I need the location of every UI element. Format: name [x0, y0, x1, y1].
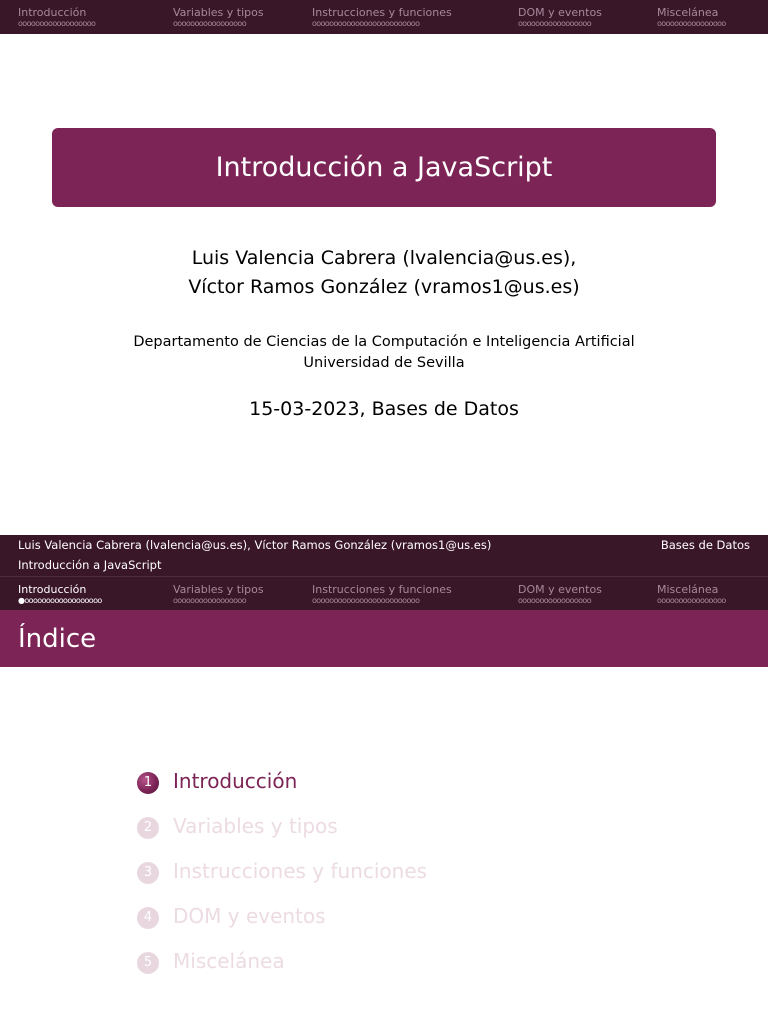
toc-number-badge: 1 — [137, 772, 159, 794]
table-of-contents — [137, 770, 637, 995]
toc-number-badge: 3 — [137, 862, 159, 884]
nav-dots-miscelanea[interactable]: oooooooooooooooo — [657, 19, 726, 28]
footline-course: Bases de Datos — [660, 538, 750, 552]
nav-dots-introduccion[interactable]: oooooooooooooooooo — [18, 19, 96, 28]
section-navbar — [0, 576, 768, 611]
nav-section-variables[interactable]: Variables y tipos — [173, 583, 264, 596]
nav-dots-instrucciones[interactable]: ooooooooooooooooooooooooo — [312, 596, 420, 605]
nav-sections — [0, 583, 768, 597]
author-line-2: Víctor Ramos González (vramos1@us.es) — [188, 276, 580, 298]
nav-dots-variables[interactable]: ooooooooooooooooo — [173, 19, 247, 28]
toc-item-label: Miscelánea — [173, 949, 285, 973]
toc-item-miscelanea[interactable] — [137, 950, 637, 995]
toc-item-label: Variables y tipos — [173, 814, 338, 838]
toc-number-badge: 5 — [137, 952, 159, 974]
nav-section-dom[interactable]: DOM y eventos — [518, 6, 602, 19]
author-line-1: Luis Valencia Cabrera (lvalencia@us.es), — [191, 247, 577, 269]
nav-section-miscelanea[interactable]: Miscelánea — [657, 6, 719, 19]
toc-item-introduccion[interactable] — [137, 770, 637, 815]
frame-title: Índice — [18, 624, 97, 654]
nav-section-dom[interactable]: DOM y eventos — [518, 583, 602, 596]
toc-item-label: Introducción — [173, 769, 298, 793]
nav-dots-miscelanea[interactable]: oooooooooooooooo — [657, 596, 726, 605]
remaining-frame-dots[interactable]: oooooooooooooooooo — [24, 596, 102, 605]
nav-progress-dots — [0, 596, 768, 608]
toc-item-label: Instrucciones y funciones — [173, 859, 428, 883]
nav-dots-instrucciones[interactable]: ooooooooooooooooooooooooo — [312, 19, 420, 28]
toc-item-label: DOM y eventos — [173, 904, 326, 928]
toc-item-dom[interactable] — [137, 905, 637, 950]
current-frame-dot[interactable]: ● — [18, 596, 25, 605]
footline-title-bar — [0, 555, 768, 576]
nav-dots-dom[interactable]: ooooooooooooooooo — [518, 596, 592, 605]
toc-number-badge: 4 — [137, 907, 159, 929]
nav-sections — [0, 6, 768, 20]
toc-number-badge: 2 — [137, 817, 159, 839]
frame-title-bar — [0, 610, 768, 667]
footline-authors-bar — [0, 535, 768, 555]
footline-authors: Luis Valencia Cabrera (lvalencia@us.es), Víctor Ramos González (vramos1@us.es) — [18, 538, 492, 552]
nav-section-introduccion[interactable]: Introducción — [18, 583, 87, 596]
nav-dots-dom[interactable]: ooooooooooooooooo — [518, 19, 592, 28]
institution-department: Departamento de Ciencias de la Computación e Inteligencia Artificial — [133, 334, 635, 350]
nav-section-instrucciones[interactable]: Instrucciones y funciones — [312, 6, 452, 19]
index-slide — [0, 535, 768, 1024]
nav-dots-variables[interactable]: ooooooooooooooooo — [173, 596, 247, 605]
footline-short-title: Introducción a JavaScript — [18, 558, 162, 572]
nav-progress-dots — [0, 19, 768, 31]
nav-section-introduccion[interactable]: Introducción — [18, 6, 87, 19]
nav-section-instrucciones[interactable]: Instrucciones y funciones — [312, 583, 452, 596]
toc-item-instrucciones[interactable] — [137, 860, 637, 905]
nav-section-miscelanea[interactable]: Miscelánea — [657, 583, 719, 596]
authors-block — [0, 244, 768, 302]
presentation-date: 15-03-2023, Bases de Datos — [249, 398, 519, 420]
section-navbar — [0, 0, 768, 34]
institution-block — [0, 332, 768, 374]
nav-dots-introduccion[interactable] — [18, 596, 102, 605]
presentation-title: Introducción a JavaScript — [52, 128, 716, 207]
toc-item-variables[interactable] — [137, 815, 637, 860]
nav-section-variables[interactable]: Variables y tipos — [173, 6, 264, 19]
institution-university: Universidad de Sevilla — [303, 355, 465, 371]
